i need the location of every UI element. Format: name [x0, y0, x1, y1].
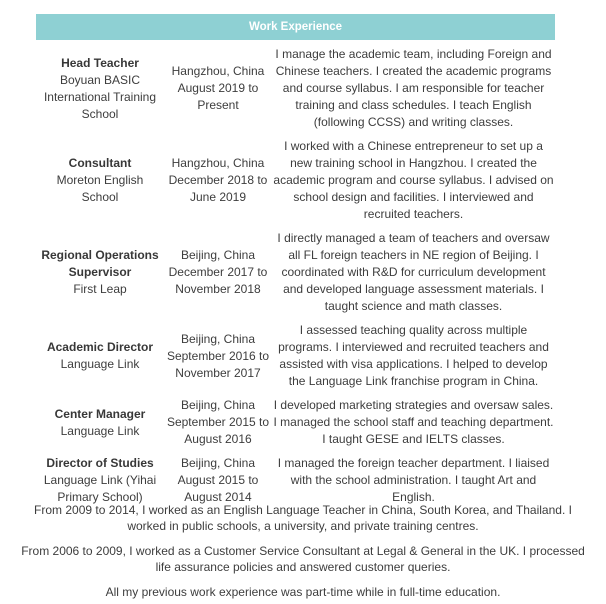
job-title: Director of Studies — [46, 456, 154, 470]
job-organization: Boyuan BASIC International Training School — [43, 72, 157, 121]
table-row — [36, 397, 555, 448]
job-dates: August 2015 to August 2014 — [177, 473, 259, 504]
job-location: Hangzhou, China — [171, 156, 265, 170]
location-dates-cell — [164, 397, 272, 448]
description-cell — [272, 46, 555, 131]
footer-notes — [20, 502, 586, 604]
table-row — [36, 46, 555, 131]
description-cell — [272, 322, 555, 390]
job-dates: December 2018 to June 2019 — [168, 173, 268, 204]
job-description: I managed the foreign teacher department. I liaised with the school administration. I taught Art and English. — [277, 456, 550, 504]
location-dates-cell — [164, 63, 272, 114]
job-location: Hangzhou, China — [171, 64, 265, 78]
job-location: Beijing, China — [180, 331, 256, 346]
job-title: Regional Operations Supervisor — [41, 248, 159, 279]
job-dates: August 2019 to Present — [177, 81, 259, 112]
description-cell — [272, 138, 555, 223]
job-title: Head Teacher — [61, 55, 139, 70]
table-row — [36, 322, 555, 390]
table-row — [36, 455, 555, 506]
job-description: I assessed teaching quality across multiple programs. I interviewed and recruited teachers and assisted with visa applications. I helped to develop the Language Link franchise program in China. — [278, 323, 549, 388]
section-title: Work Experience — [248, 21, 343, 33]
job-title-cell — [36, 155, 164, 206]
location-dates-cell — [164, 455, 272, 506]
job-organization: Moreton English School — [56, 173, 144, 204]
work-experience-table — [36, 46, 555, 506]
table-row — [36, 138, 555, 223]
job-description: I developed marketing strategies and oversaw sales. I managed the school staff and teaching department. I taught GESE and IELTS classes. — [273, 398, 554, 446]
job-title-cell — [36, 406, 164, 440]
job-dates: September 2016 to November 2017 — [166, 348, 270, 380]
description-cell — [272, 455, 555, 506]
footer-paragraph: From 2006 to 2009, I worked as a Customer Service Consultant at Legal & General in the UK. I processed life assurance policies and answered customer queries. — [21, 544, 585, 574]
job-title-cell — [36, 55, 164, 123]
job-title-cell — [36, 455, 164, 506]
job-description: I directly managed a team of teachers and oversaw all FL foreign teachers in NE region of Beijing. I coordinated with R&D for curriculum development and developed language assessment materials. I taught science and math classes. — [277, 231, 550, 313]
job-location: Beijing, China — [180, 398, 256, 412]
description-cell — [272, 397, 555, 448]
job-organization: Language Link — [60, 423, 140, 438]
job-location: Beijing, China — [180, 248, 256, 262]
footer-paragraph: From 2009 to 2014, I worked as an English Language Teacher in China, South Korea, and Thailand. I worked in public schools, a university, and private training centres. — [34, 503, 572, 533]
job-title-cell — [36, 247, 164, 298]
job-organization: Language Link — [60, 357, 140, 371]
table-row — [36, 230, 555, 315]
location-dates-cell — [164, 331, 272, 382]
job-organization: First Leap — [73, 282, 127, 296]
job-dates: September 2015 to August 2016 — [166, 415, 270, 446]
description-cell — [272, 230, 555, 315]
job-location: Beijing, China — [180, 456, 256, 470]
work-experience-header — [36, 14, 555, 40]
job-organization: Language Link (Yihai Primary School) — [43, 473, 157, 504]
job-title-cell — [36, 339, 164, 373]
location-dates-cell — [164, 155, 272, 206]
job-title: Center Manager — [54, 406, 146, 421]
location-dates-cell — [164, 247, 272, 298]
footer-paragraph: All my previous work experience was part-time while in full-time education. — [105, 585, 501, 599]
job-title: Academic Director — [46, 340, 154, 354]
job-description: I manage the academic team, including Foreign and Chinese teachers. I created the academic programs and course syllabus. I am responsible for teacher training and class schedules. I teach English (following CCSS) and writing classes. — [275, 47, 552, 129]
job-title: Consultant — [68, 156, 132, 170]
job-description: I worked with a Chinese entrepreneur to set up a new training school in Hangzhou. I created the academic program and course syllabus. I advised on school design and facilities. I interviewed and recruited teachers. — [273, 139, 554, 221]
job-dates: December 2017 to November 2018 — [168, 265, 268, 296]
